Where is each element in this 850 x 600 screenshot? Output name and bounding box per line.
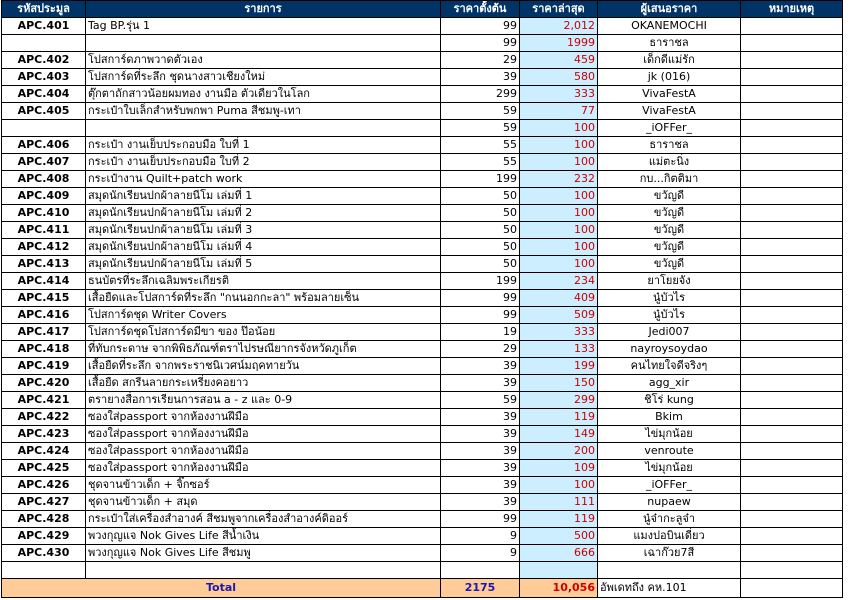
cell-note[interactable] [741, 154, 843, 171]
cell-start-price[interactable]: 39 [441, 443, 520, 460]
cell-item[interactable]: สมุดนักเรียนปกผ้าลายนีโม เล่มที่ 5 [86, 256, 441, 273]
cell-latest-price[interactable]: 100 [520, 205, 598, 222]
cell-code[interactable]: APC.425 [2, 460, 86, 477]
cell-code[interactable]: APC.401 [2, 18, 86, 35]
cell-code[interactable]: APC.411 [2, 222, 86, 239]
cell-item[interactable] [86, 120, 441, 137]
table-row [2, 273, 843, 290]
cell-code[interactable]: APC.418 [2, 341, 86, 358]
cell-start-price[interactable]: 99 [441, 307, 520, 324]
table-row [2, 205, 843, 222]
table-row [2, 528, 843, 545]
cell-code[interactable]: APC.429 [2, 528, 86, 545]
cell-note[interactable] [741, 511, 843, 528]
table-row [2, 222, 843, 239]
cell-note[interactable] [741, 545, 843, 562]
cell-note[interactable] [741, 256, 843, 273]
cell-latest-price[interactable]: 234 [520, 273, 598, 290]
cell-bidder[interactable]: nayroysoydao [598, 341, 741, 358]
table-row [2, 239, 843, 256]
table-row [2, 511, 843, 528]
cell-start-price[interactable]: 99 [441, 290, 520, 307]
cell-note[interactable] [741, 35, 843, 52]
cell-item[interactable]: พวงกุญแจ Nok Gives Life สีน้ำเงิน [86, 528, 441, 545]
cell-item[interactable]: ตุ๊กตาถักสาวน้อยผมทอง งานมือ ตัวเดียวในโลก [86, 86, 441, 103]
cell-bidder[interactable]: ไข่มุกน้อย [598, 460, 741, 477]
cell-item[interactable]: ซองใส่passport จากห้องงานฝีมือ [86, 460, 441, 477]
table-row [2, 341, 843, 358]
cell-code[interactable]: APC.428 [2, 511, 86, 528]
cell-latest-price[interactable]: 100 [520, 188, 598, 205]
cell-start-price[interactable]: 39 [441, 477, 520, 494]
cell-item[interactable]: สมุดนักเรียนปกผ้าลายนีโม เล่มที่ 3 [86, 222, 441, 239]
cell-item[interactable]: ซองใส่passport จากห้องงานฝีมือ [86, 409, 441, 426]
cell-item[interactable]: เสื้อยืดที่ระลึก จากพระราชนิเวศน์มฤคทายวัน [86, 358, 441, 375]
cell-code[interactable]: APC.416 [2, 307, 86, 324]
cell-bidder[interactable]: นู๋จ๋ากะลูจ๋า [598, 511, 741, 528]
cell-note[interactable] [741, 562, 843, 579]
cell-note[interactable] [741, 443, 843, 460]
table-row [2, 426, 843, 443]
cell-code[interactable]: APC.414 [2, 273, 86, 290]
cell-bidder[interactable]: VivaFestA [598, 103, 741, 120]
cell-bidder[interactable]: นู๋บัวไร [598, 290, 741, 307]
cell-note[interactable] [741, 494, 843, 511]
cell-code[interactable]: APC.412 [2, 239, 86, 256]
cell-code[interactable]: APC.415 [2, 290, 86, 307]
total-start-sum[interactable]: 2175 [441, 579, 520, 598]
cell-start-price[interactable]: 99 [441, 35, 520, 52]
cell-note[interactable] [741, 307, 843, 324]
cell-bidder[interactable]: _iOFFer_ [598, 120, 741, 137]
cell-note[interactable] [741, 86, 843, 103]
cell-code[interactable]: APC.408 [2, 171, 86, 188]
table-row [2, 171, 843, 188]
total-note-cell[interactable] [741, 579, 843, 598]
cell-bidder[interactable]: OKANEMOCHI [598, 18, 741, 35]
table-row [2, 562, 843, 579]
cell-latest-price[interactable]: 100 [520, 154, 598, 171]
cell-item[interactable]: พวงกุญแจ Nok Gives Life สีชมพู [86, 545, 441, 562]
cell-code[interactable]: APC.419 [2, 358, 86, 375]
cell-item[interactable]: โปสการ์ดชุด Writer Covers [86, 307, 441, 324]
total-row [2, 579, 843, 598]
cell-start-price[interactable]: 199 [441, 171, 520, 188]
cell-latest-price[interactable] [520, 562, 598, 579]
cell-latest-price[interactable]: 199 [520, 358, 598, 375]
cell-item[interactable]: ชุดจานข้าวเด็ก + จิ๊กซอร์ [86, 477, 441, 494]
cell-item[interactable]: กระเป๋าใบเล็กสำหรับพกพา Puma สีชมพู-เทา [86, 103, 441, 120]
cell-note[interactable] [741, 52, 843, 69]
cell-latest-price[interactable]: 109 [520, 460, 598, 477]
cell-note[interactable] [741, 205, 843, 222]
cell-note[interactable] [741, 239, 843, 256]
cell-code[interactable] [2, 562, 86, 579]
cell-note[interactable] [741, 341, 843, 358]
cell-code[interactable]: APC.424 [2, 443, 86, 460]
cell-start-price[interactable] [441, 562, 520, 579]
cell-code[interactable]: APC.403 [2, 69, 86, 86]
cell-item[interactable]: โปสการ์ดภาพวาดตัวเอง [86, 52, 441, 69]
table-row [2, 35, 843, 52]
cell-note[interactable] [741, 137, 843, 154]
cell-code[interactable]: APC.410 [2, 205, 86, 222]
header-row [2, 1, 843, 18]
cell-code[interactable]: APC.430 [2, 545, 86, 562]
cell-item[interactable]: กระเป๋า งานเย็บประกอบมือ ใบที่ 2 [86, 154, 441, 171]
table-row [2, 188, 843, 205]
cell-latest-price[interactable]: 119 [520, 511, 598, 528]
cell-item[interactable]: ธนบัตรที่ระลึกเฉลิมพระเกียรติ [86, 273, 441, 290]
cell-code[interactable]: APC.427 [2, 494, 86, 511]
cell-start-price[interactable]: 39 [441, 409, 520, 426]
cell-code[interactable]: APC.409 [2, 188, 86, 205]
cell-latest-price[interactable]: 509 [520, 307, 598, 324]
cell-bidder[interactable]: ชิโร่ kung [598, 392, 741, 409]
cell-code[interactable]: APC.402 [2, 52, 86, 69]
cell-latest-price[interactable]: 111 [520, 494, 598, 511]
cell-start-price[interactable]: 50 [441, 256, 520, 273]
cell-start-price[interactable]: 299 [441, 86, 520, 103]
cell-note[interactable] [741, 273, 843, 290]
cell-bidder[interactable]: นู๋บัวไร [598, 307, 741, 324]
table-row [2, 443, 843, 460]
cell-item[interactable] [86, 35, 441, 52]
cell-bidder[interactable]: ขวัญดี [598, 222, 741, 239]
cell-code[interactable]: APC.422 [2, 409, 86, 426]
cell-item[interactable]: โปสการ์ดชุดโปสการ์ดมีขา ของ ป๊อน้อย [86, 324, 441, 341]
cell-latest-price[interactable]: 100 [520, 256, 598, 273]
cell-start-price[interactable]: 50 [441, 239, 520, 256]
cell-latest-price[interactable]: 100 [520, 137, 598, 154]
cell-latest-price[interactable]: 149 [520, 426, 598, 443]
cell-item[interactable]: สมุดนักเรียนปกผ้าลายนีโม เล่มที่ 4 [86, 239, 441, 256]
cell-bidder[interactable]: agg_xir [598, 375, 741, 392]
cell-note[interactable] [741, 426, 843, 443]
cell-bidder[interactable]: venroute [598, 443, 741, 460]
cell-start-price[interactable]: 29 [441, 52, 520, 69]
cell-item[interactable]: Tag BP.รุ่น 1 [86, 18, 441, 35]
table-row [2, 18, 843, 35]
cell-code[interactable]: APC.413 [2, 256, 86, 273]
cell-note[interactable] [741, 188, 843, 205]
table-row [2, 256, 843, 273]
updated-note[interactable]: อัพเดทถึง คห.101 [598, 579, 741, 598]
cell-latest-price[interactable]: 232 [520, 171, 598, 188]
cell-item[interactable]: ซองใส่passport จากห้องงานฝีมือ [86, 443, 441, 460]
cell-bidder[interactable]: กบ...กิตติมา [598, 171, 741, 188]
cell-latest-price[interactable]: 150 [520, 375, 598, 392]
cell-start-price[interactable]: 9 [441, 528, 520, 545]
cell-note[interactable] [741, 171, 843, 188]
table-row [2, 545, 843, 562]
cell-start-price[interactable]: 59 [441, 103, 520, 120]
cell-note[interactable] [741, 409, 843, 426]
cell-start-price[interactable]: 50 [441, 222, 520, 239]
cell-bidder[interactable]: ขวัญดี [598, 205, 741, 222]
header-note[interactable]: หมายเหตุ [741, 1, 843, 18]
cell-latest-price[interactable]: 666 [520, 545, 598, 562]
cell-note[interactable] [741, 18, 843, 35]
cell-bidder[interactable] [598, 562, 741, 579]
cell-item[interactable]: โปสการ์ดที่ระลึก ชุดนางสาวเชียงใหม่ [86, 69, 441, 86]
cell-bidder[interactable]: _iOFFer_ [598, 477, 741, 494]
cell-latest-price[interactable]: 2,012 [520, 18, 598, 35]
table-row [2, 409, 843, 426]
cell-note[interactable] [741, 222, 843, 239]
table-row [2, 375, 843, 392]
cell-start-price[interactable]: 9 [441, 545, 520, 562]
table-row [2, 324, 843, 341]
table-row [2, 120, 843, 137]
table-row [2, 307, 843, 324]
cell-item[interactable]: กระเป๋า งานเย็บประกอบมือ ใบที่ 1 [86, 137, 441, 154]
cell-bidder[interactable]: jk (016) [598, 69, 741, 86]
cell-item[interactable]: ชุดจานข้าวเด็ก + สมุด [86, 494, 441, 511]
table-row [2, 69, 843, 86]
cell-start-price[interactable]: 39 [441, 494, 520, 511]
cell-code[interactable]: APC.405 [2, 103, 86, 120]
cell-note[interactable] [741, 460, 843, 477]
table-row [2, 477, 843, 494]
cell-bidder[interactable]: nupaew [598, 494, 741, 511]
table-row [2, 494, 843, 511]
cell-start-price[interactable]: 39 [441, 358, 520, 375]
cell-bidder[interactable]: แมงปอบินเดี่ยว [598, 528, 741, 545]
cell-start-price[interactable]: 99 [441, 511, 520, 528]
header-code[interactable]: รหัสประมูล [2, 1, 86, 18]
cell-start-price[interactable]: 39 [441, 375, 520, 392]
cell-latest-price[interactable]: 580 [520, 69, 598, 86]
cell-latest-price[interactable]: 333 [520, 86, 598, 103]
header-start-price[interactable]: ราคาตั้งต้น [441, 1, 520, 18]
cell-item[interactable]: เสื้อยืด สกรีนลายกระเหรี่ยงคอยาว [86, 375, 441, 392]
cell-start-price[interactable]: 39 [441, 426, 520, 443]
cell-start-price[interactable]: 50 [441, 188, 520, 205]
total-latest-sum[interactable]: 10,056 [520, 579, 598, 598]
cell-bidder[interactable]: ขวัญดี [598, 188, 741, 205]
auction-table [1, 0, 843, 598]
cell-latest-price[interactable]: 500 [520, 528, 598, 545]
table-row [2, 392, 843, 409]
cell-start-price[interactable]: 39 [441, 69, 520, 86]
table-row [2, 290, 843, 307]
table-row [2, 52, 843, 69]
cell-start-price[interactable]: 55 [441, 154, 520, 171]
cell-latest-price[interactable]: 409 [520, 290, 598, 307]
cell-bidder[interactable]: ไข่มุกน้อย [598, 426, 741, 443]
cell-code[interactable] [2, 35, 86, 52]
table-row [2, 86, 843, 103]
cell-latest-price[interactable]: 1999 [520, 35, 598, 52]
cell-note[interactable] [741, 358, 843, 375]
table-row [2, 137, 843, 154]
header-latest-price[interactable]: ราคาล่าสุด [520, 1, 598, 18]
cell-code[interactable]: APC.426 [2, 477, 86, 494]
cell-item[interactable]: ตรายางสื่อการเรียนการสอน a - z และ 0-9 [86, 392, 441, 409]
cell-item[interactable]: กระเป๋างาน Quilt+patch work [86, 171, 441, 188]
cell-start-price[interactable]: 19 [441, 324, 520, 341]
table-row [2, 358, 843, 375]
cell-latest-price[interactable]: 77 [520, 103, 598, 120]
cell-latest-price[interactable]: 333 [520, 324, 598, 341]
cell-item[interactable]: สมุดนักเรียนปกผ้าลายนีโม เล่มที่ 1 [86, 188, 441, 205]
cell-start-price[interactable]: 99 [441, 18, 520, 35]
cell-note[interactable] [741, 120, 843, 137]
cell-item[interactable]: กระเป๋าใส่เครื่องสำอางค์ สีชมพูจากเครื่องสำอางค์ดิออร์ [86, 511, 441, 528]
cell-latest-price[interactable]: 100 [520, 239, 598, 256]
table-row [2, 103, 843, 120]
cell-latest-price[interactable]: 299 [520, 392, 598, 409]
cell-latest-price[interactable]: 133 [520, 341, 598, 358]
cell-start-price[interactable]: 29 [441, 341, 520, 358]
cell-note[interactable] [741, 375, 843, 392]
cell-bidder[interactable]: VivaFestA [598, 86, 741, 103]
cell-item[interactable] [86, 562, 441, 579]
cell-note[interactable] [741, 324, 843, 341]
cell-latest-price[interactable]: 100 [520, 477, 598, 494]
table-row [2, 154, 843, 171]
cell-bidder[interactable]: Bkim [598, 409, 741, 426]
cell-item[interactable]: เสื้อยืดและโปสการ์ดที่ระลึก "กนนอกกะลา" พร้อมลายเซ็น [86, 290, 441, 307]
cell-start-price[interactable]: 50 [441, 205, 520, 222]
cell-bidder[interactable]: คนไทยใจดีจริงๆ [598, 358, 741, 375]
cell-start-price[interactable]: 39 [441, 460, 520, 477]
cell-note[interactable] [741, 392, 843, 409]
cell-bidder[interactable]: เฉาก๊วย7สี [598, 545, 741, 562]
cell-code[interactable]: APC.406 [2, 137, 86, 154]
cell-note[interactable] [741, 477, 843, 494]
cell-latest-price[interactable]: 100 [520, 222, 598, 239]
total-label[interactable]: Total [2, 579, 441, 598]
cell-code[interactable]: APC.417 [2, 324, 86, 341]
cell-code[interactable]: APC.407 [2, 154, 86, 171]
cell-item[interactable]: สมุดนักเรียนปกผ้าลายนีโม เล่มที่ 2 [86, 205, 441, 222]
cell-latest-price[interactable]: 119 [520, 409, 598, 426]
cell-bidder[interactable]: แม่ตะนิ่ง [598, 154, 741, 171]
cell-start-price[interactable]: 59 [441, 392, 520, 409]
cell-bidder[interactable]: ธาราชล [598, 137, 741, 154]
cell-latest-price[interactable]: 100 [520, 120, 598, 137]
cell-latest-price[interactable]: 459 [520, 52, 598, 69]
cell-note[interactable] [741, 528, 843, 545]
cell-code[interactable] [2, 120, 86, 137]
cell-start-price[interactable]: 59 [441, 120, 520, 137]
cell-bidder[interactable]: ขวัญดี [598, 256, 741, 273]
cell-latest-price[interactable]: 200 [520, 443, 598, 460]
cell-bidder[interactable]: เด็กดีแม่รัก [598, 52, 741, 69]
cell-item[interactable]: ที่ทับกระดาษ จากพิพิธภัณฑ์ตราไปรษณียากรจังหวัดภูเก็ต [86, 341, 441, 358]
cell-item[interactable]: ซองใส่passport จากห้องงานฝีมือ [86, 426, 441, 443]
cell-start-price[interactable]: 55 [441, 137, 520, 154]
cell-code[interactable]: APC.420 [2, 375, 86, 392]
cell-code[interactable]: APC.421 [2, 392, 86, 409]
cell-bidder[interactable]: ขวัญดี [598, 239, 741, 256]
cell-code[interactable]: APC.423 [2, 426, 86, 443]
cell-note[interactable] [741, 290, 843, 307]
cell-note[interactable] [741, 103, 843, 120]
cell-bidder[interactable]: ธาราชล [598, 35, 741, 52]
table-row [2, 460, 843, 477]
header-item[interactable]: รายการ [86, 1, 441, 18]
cell-code[interactable]: APC.404 [2, 86, 86, 103]
cell-bidder[interactable]: ยาโยยจัง [598, 273, 741, 290]
cell-bidder[interactable]: Jedi007 [598, 324, 741, 341]
header-bidder[interactable]: ผู้เสนอราคา [598, 1, 741, 18]
cell-note[interactable] [741, 69, 843, 86]
cell-start-price[interactable]: 199 [441, 273, 520, 290]
